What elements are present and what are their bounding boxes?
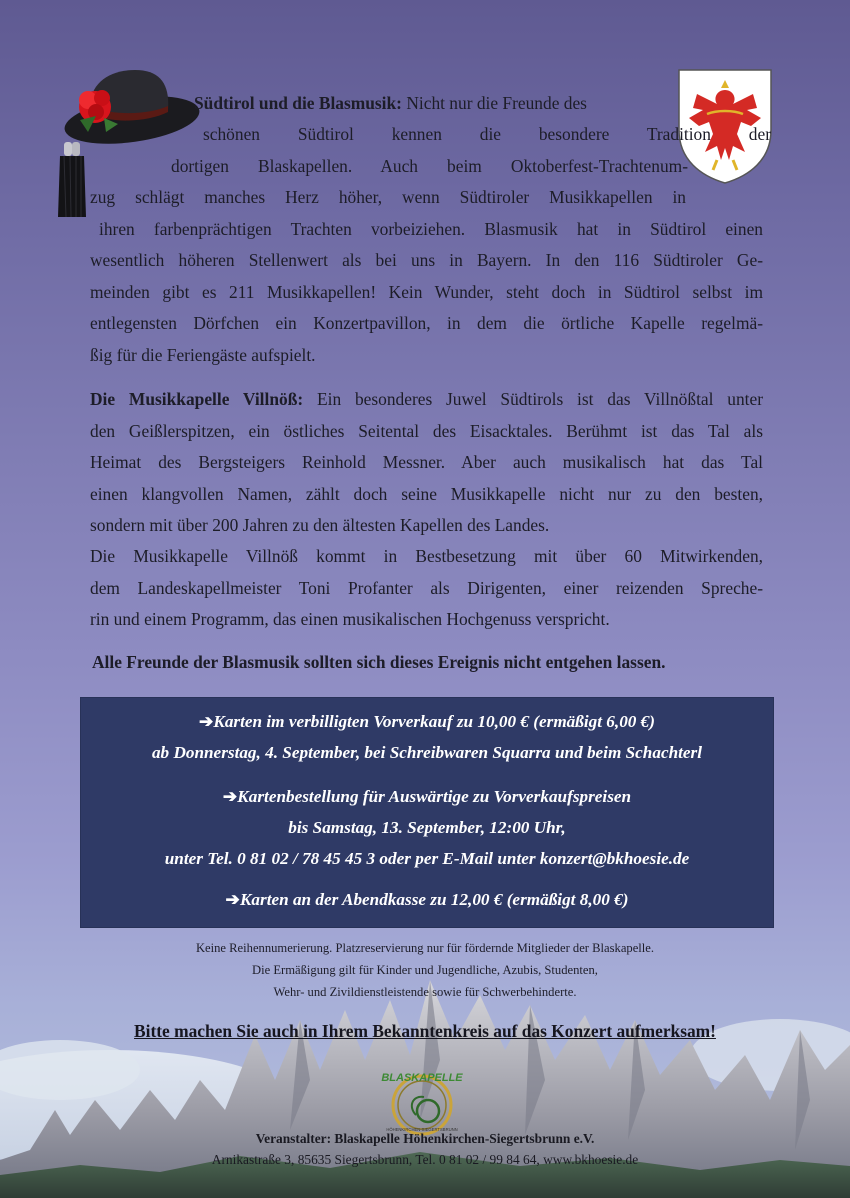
intro-line-3: dortigen Blaskapellen. Auch beim Oktoberfest-Trachtenum- [171, 156, 688, 176]
logo-ring-text: HÖHENKIRCHEN-SIEGERTSBRUNN [386, 1127, 458, 1132]
intro-line-7: meinden gibt es 211 Musikkapellen! Kein Wunder, steht doch in Südtirol selbst im [90, 282, 763, 302]
villnoess-line-5: sondern mit über 200 Jahren zu den ältesten Kapellen des Landes. [90, 515, 550, 535]
villnoess-line-2: den Geißlerspitzen, ein östliches Seitental des Eisacktales. Berühmt ist das Tal als [90, 421, 763, 441]
presale-line-1: ➔Karten im verbilligten Vorverkauf zu 10,00 € (ermäßigt 6,00 €) [198, 712, 656, 731]
villnoess-line-7: dem Landeskapellmeister Toni Profanter als Dirigenten, einer reizenden Spreche- [90, 578, 763, 598]
organizer-text: Veranstalter: Blaskapelle Höhenkirchen-Siegertsbrunn e.V. [255, 1131, 595, 1146]
box-office-line: ➔Karten an der Abendkasse zu 12,00 € (ermäßigt 8,00 €) [225, 890, 629, 909]
intro-line-8: entlegensten Dörfchen ein Konzertpavillon, in dem die örtliche Kapelle regelmä- [90, 313, 763, 333]
callout-text: Alle Freunde der Blasmusik sollten sich dieses Ereignis nicht entgehen lassen. [92, 652, 666, 672]
villnoess-line-3: Heimat des Bergsteigers Reinhold Messner. Aber auch musikalisch hat das Tal [90, 452, 763, 472]
villnoess-line-6: Die Musikkapelle Villnöß kommt in Bestbesetzung mit über 60 Mitwirkenden, [90, 546, 763, 566]
presale-line-2: ab Donnerstag, 4. September, bei Schreibwaren Squarra und beim Schachterl [151, 743, 703, 762]
intro-line-1: Südtirol und die Blasmusik: Nicht nur die Freunde des [194, 93, 587, 113]
order-line-1: ➔Kartenbestellung für Auswärtige zu Vorverkaufspreisen [222, 787, 632, 806]
ticket-info-box [80, 697, 774, 928]
order-line-2: bis Samstag, 13. September, 12:00 Uhr, [288, 818, 566, 837]
note-line-2: Die Ermäßigung gilt für Kinder und Jugendliche, Azubis, Studenten, [252, 963, 598, 977]
villnoess-heading: Die Musikkapelle Villnöß: [90, 389, 304, 409]
intro-line-5: ihren farbenprächtigen Trachten vorbeiziehen. Blasmusik hat in Südtirol einen [99, 219, 763, 239]
blaskapelle-logo [372, 1067, 472, 1137]
arrow-right-icon: ➔ [225, 890, 240, 909]
intro-heading: Südtirol und die Blasmusik: [194, 93, 402, 113]
intro-line-2: schönen Südtirol kennen die besondere Tradition der [203, 124, 771, 144]
appeal-text: Bitte machen Sie auch in Ihrem Bekanntenkreis auf das Konzert aufmerksam! [134, 1021, 716, 1041]
note-line-3: Wehr- und Zivildienstleistende sowie für Schwerbehinderte. [273, 985, 577, 999]
logo-main-text: BLASKAPELLE [381, 1072, 463, 1084]
villnoess-line-4: einen klangvollen Namen, zählt doch seine Musikkapelle nicht nur zu den besten, [90, 484, 763, 504]
intro-line-9: ßig für die Feriengäste aufspielt. [90, 345, 316, 365]
intro-line-4: zug schlägt manches Herz höher, wenn Südtiroler Musikkapellen in [90, 187, 686, 207]
order-line-3: unter Tel. 0 81 02 / 78 45 45 3 oder per E-Mail unter konzert@bkhoesie.de [164, 849, 690, 868]
arrow-right-icon: ➔ [198, 712, 214, 731]
intro-line-6: wesentlich höheren Stellenwert als bei uns in Bayern. In den 116 Südtiroler Ge- [90, 250, 763, 270]
note-line-1: Keine Reihennumerierung. Platzreservierung nur für fördernde Mitglieder der Blaskapelle. [195, 941, 655, 955]
arrow-right-icon: ➔ [222, 787, 238, 806]
address-text: Arnikastraße 3, 85635 Siegertsbrunn, Tel. 0 81 02 / 99 84 64, www.bkhoesie.de [211, 1152, 639, 1167]
villnoess-line-8: rin und einem Programm, das einen musikalischen Hochgenuss verspricht. [90, 609, 610, 629]
villnoess-line-1: Die Musikkapelle Villnöß: Ein besonderes Juwel Südtirols ist das Villnößtal unter [90, 389, 763, 409]
